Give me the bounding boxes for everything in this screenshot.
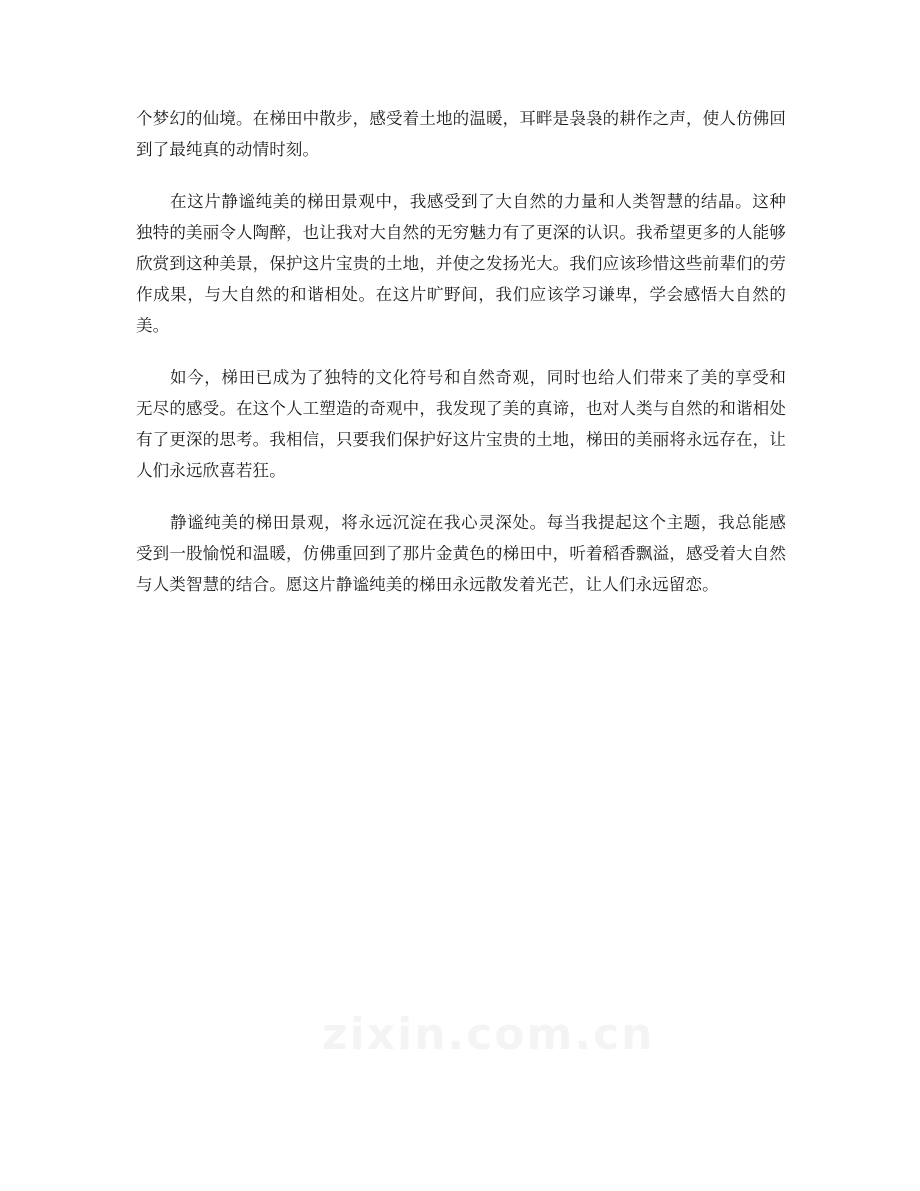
paragraph-4: 静谧纯美的梯田景观，将永远沉淀在我心灵深处。每当我提起这个主题，我总能感受到一股愉悦和温暖，仿佛重回到了那片金黄色的梯田中，听着稻香飘溢，感受着大自然与人类智慧的结合。愿这片静谧纯美的梯田永远散发着光芒，让人们永远留恋。: [136, 513, 786, 594]
document-body: [136, 103, 786, 621]
paragraph-1: 个梦幻的仙境。在梯田中散步，感受着土地的温暖，耳畔是袅袅的耕作之声，使人仿佛回到了最纯真的动情时刻。: [136, 109, 786, 159]
paragraph-3: 如今，梯田已成为了独特的文化符号和自然奇观，同时也给人们带来了美的享受和无尽的感受。在这个人工塑造的奇观中，我发现了美的真谛，也对人类与自然的和谐相处有了更深的思考。我相信，只要我们保护好这片宝贵的土地，梯田的美丽将永远存在，让人们永远欣喜若狂。: [136, 368, 786, 480]
watermark: [322, 1009, 654, 1060]
paragraph-2: 在这片静谧纯美的梯田景观中，我感受到了大自然的力量和人类智慧的结晶。这种独特的美丽令人陶醉，也让我对大自然的无穷魅力有了更深的认识。我希望更多的人能够欣赏到这种美景，保护这片宝贵的土地，并使之发扬光大。我们应该珍惜这些前辈们的劳作成果，与大自然的和谐相处。在这片旷野间，我们应该学习谦卑，学会感悟大自然的美。: [136, 192, 786, 335]
